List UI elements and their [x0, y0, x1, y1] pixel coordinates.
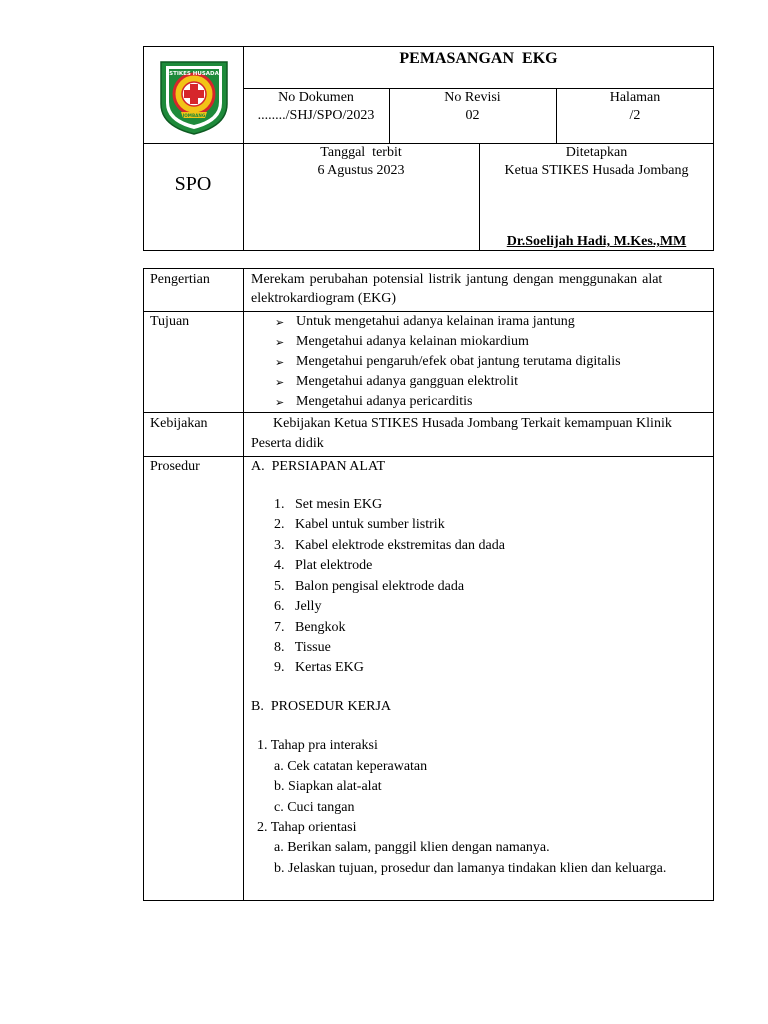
- row-divider-3: [143, 456, 714, 457]
- content-divider-vertical: [243, 268, 244, 901]
- kebijakan-text-line1: Kebijakan Ketua STIKES Husada Jombang Terkait kemampuan Klinik: [273, 416, 672, 431]
- approved-by: Ketua STIKES Husada Jombang: [504, 163, 689, 178]
- stage1-item: c. Cuci tangan: [274, 800, 355, 815]
- stage2-item: b. Jelaskan tujuan, prosedur dan lamanya tindakan klien dan keluarga.: [274, 861, 667, 876]
- revision-label: No Revisi: [444, 90, 501, 105]
- tool-item: 6. Jelly: [274, 599, 322, 614]
- tujuan-item: Mengetahui adanya pericarditis: [296, 394, 473, 409]
- prosedur-kerja-heading: B. PROSEDUR KERJA: [251, 699, 392, 714]
- spo-label: SPO: [174, 173, 212, 195]
- page-label: Halaman: [609, 90, 661, 105]
- arrow-bullet-icon: ➢: [275, 336, 285, 349]
- revision-value: 02: [465, 108, 480, 123]
- row-divider-2: [143, 412, 714, 413]
- tool-item: 7. Bengkok: [274, 620, 346, 635]
- page-value: /2: [629, 108, 641, 123]
- approved-label: Ditetapkan: [565, 145, 628, 160]
- pengertian-label: Pengertian: [150, 272, 210, 287]
- stage1-item: a. Cek catatan keperawatan: [274, 759, 428, 774]
- arrow-bullet-icon: ➢: [275, 356, 285, 369]
- stage-pra-interaksi: 1. Tahap pra interaksi: [257, 738, 378, 753]
- persiapan-alat-heading: A. PERSIAPAN ALAT: [251, 459, 386, 474]
- tool-item: 4. Plat elektrode: [274, 558, 373, 573]
- arrow-bullet-icon: ➢: [275, 376, 285, 389]
- logo-top-text: STIKES HUSADA: [169, 71, 219, 77]
- signatory: Dr.Soelijah Hadi, M.Kes.,MM: [506, 234, 687, 249]
- kebijakan-text-line2: Peserta didik: [251, 436, 324, 451]
- kebijakan-label: Kebijakan: [150, 416, 208, 431]
- document-title: PEMASANGAN EKG: [399, 50, 558, 67]
- tool-item: 9. Kertas EKG: [274, 660, 364, 675]
- tujuan-item: Mengetahui adanya gangguan elektrolit: [296, 374, 518, 389]
- stage2-item: a. Berikan salam, panggil klien dengan namanya.: [274, 840, 550, 855]
- row-divider-1: [143, 311, 714, 312]
- stage1-item: b. Siapkan alat-alat: [274, 779, 382, 794]
- tujuan-item: Mengetahui pengaruh/efek obat jantung terutama digitalis: [296, 354, 621, 369]
- tool-item: 1. Set mesin EKG: [274, 497, 383, 512]
- tujuan-item: Untuk mengetahui adanya kelainan irama jantung: [296, 314, 575, 329]
- prosedur-label: Prosedur: [150, 459, 200, 474]
- logo-bottom-text: JOMBANG: [182, 113, 206, 118]
- tool-item: 3. Kabel elektrode ekstremitas dan dada: [274, 538, 505, 553]
- issue-date-value: 6 Agustus 2023: [317, 163, 405, 178]
- arrow-bullet-icon: ➢: [275, 396, 285, 409]
- doc-no-value: ......../SHJ/SPO/2023: [257, 108, 375, 123]
- stikes-husada-logo: [153, 56, 235, 136]
- tool-item: 8. Tissue: [274, 640, 331, 655]
- header-divider-mid: [143, 143, 714, 144]
- doc-no-label: No Dokumen: [278, 90, 354, 105]
- stage-orientasi: 2. Tahap orientasi: [257, 820, 357, 835]
- tujuan-item: Mengetahui adanya kelainan miokardium: [296, 334, 529, 349]
- pengertian-text-line2: elektrokardiogram (EKG): [251, 291, 396, 306]
- issue-date-label: Tanggal terbit: [320, 145, 402, 160]
- pengertian-text-line1: Merekam perubahan potensial listrik jantung dengan menggunakan alat: [251, 272, 663, 287]
- header-divider-title: [243, 88, 714, 89]
- tool-item: 5. Balon pengisal elektrode dada: [274, 579, 465, 594]
- tujuan-label: Tujuan: [150, 314, 190, 329]
- tool-item: 2. Kabel untuk sumber listrik: [274, 517, 445, 532]
- arrow-bullet-icon: ➢: [275, 316, 285, 329]
